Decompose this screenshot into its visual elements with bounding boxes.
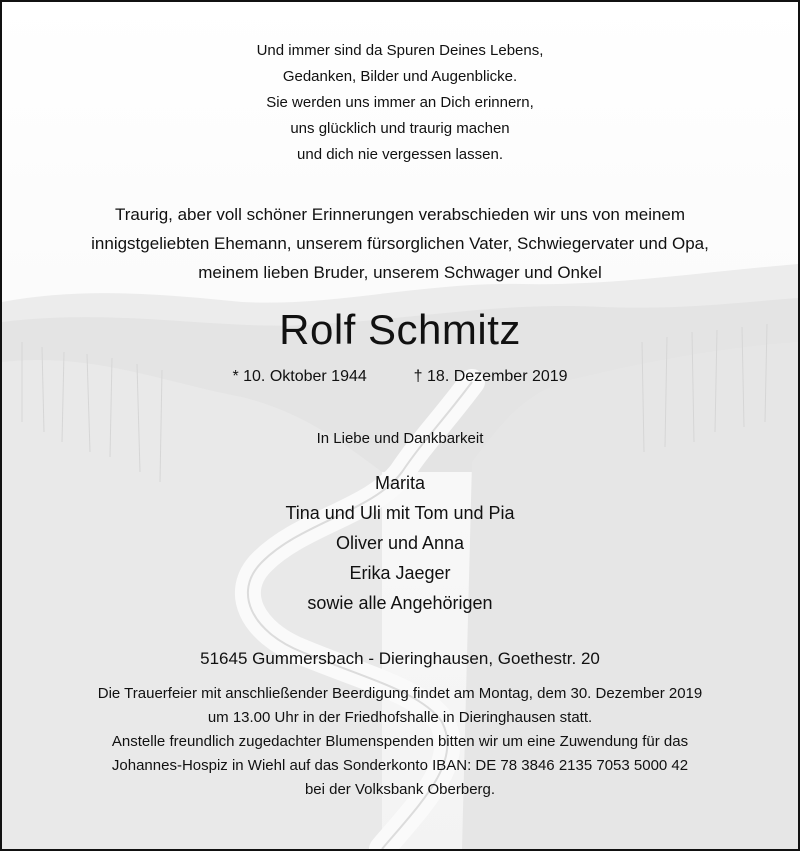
intro-line: meinem lieben Bruder, unserem Schwager und Onkel: [198, 263, 602, 282]
family-member: sowie alle Angehörigen: [307, 593, 493, 613]
deceased-name: Rolf Schmitz: [279, 306, 521, 353]
info-line: bei der Volksbank Oberberg.: [304, 781, 496, 798]
family-address: 51645 Gummersbach - Dieringhausen, Goethestr. 20: [200, 649, 600, 668]
birth-date: 10. Oktober 1944: [243, 368, 367, 385]
family-member: Erika Jaeger: [349, 563, 451, 583]
info-line: Die Trauerfeier mit anschließender Beerdigung findet am Montag, dem 30. Dezember 2019: [97, 685, 703, 702]
birth-symbol: *: [232, 368, 239, 385]
love-line: In Liebe und Dankbarkeit: [316, 430, 484, 447]
funeral-info: [2, 682, 798, 802]
poem-verse: [2, 38, 798, 168]
info-line: Anstelle freundlich zugedachter Blumenspenden bitten wir um eine Zuwendung für das: [111, 733, 689, 750]
info-line: Johannes-Hospiz in Wiehl auf das Sonderkonto IBAN: DE 78 3846 2135 7053 5000 42: [111, 757, 689, 774]
life-dates: [2, 366, 798, 388]
family-member: Oliver und Anna: [335, 533, 465, 553]
poem-line: uns glücklich und traurig machen: [290, 120, 510, 137]
intro-line: Traurig, aber voll schöner Erinnerungen verabschieden wir uns von meinem: [114, 205, 686, 224]
intro-line: innigstgeliebten Ehemann, unserem fürsorglichen Vater, Schwiegervater und Opa,: [91, 234, 709, 253]
info-line: um 13.00 Uhr in der Friedhofshalle in Dieringhausen statt.: [207, 709, 593, 726]
family-member: Tina und Uli mit Tom und Pia: [285, 503, 515, 523]
poem-line: Gedanken, Bilder und Augenblicke.: [282, 68, 518, 85]
family-member: Marita: [374, 473, 425, 493]
poem-line: Und immer sind da Spuren Deines Lebens,: [256, 42, 544, 59]
family-list: [2, 468, 798, 618]
death-date: 18. Dezember 2019: [427, 368, 568, 385]
poem-line: Sie werden uns immer an Dich erinnern,: [266, 94, 534, 111]
intro-text: [2, 200, 798, 287]
poem-line: und dich nie vergessen lassen.: [297, 146, 503, 163]
death-symbol: †: [413, 368, 423, 385]
